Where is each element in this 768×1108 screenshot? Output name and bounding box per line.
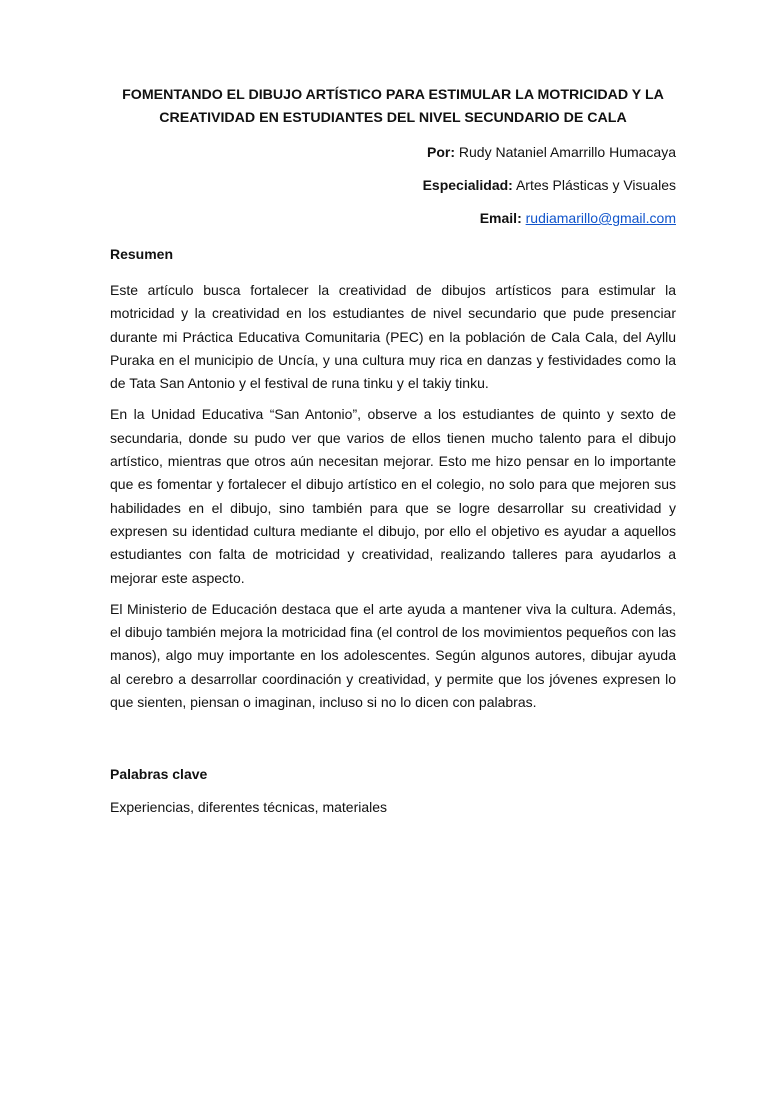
author-row <box>110 142 676 162</box>
title-line-1: FOMENTANDO EL DIBUJO ARTÍSTICO PARA ESTIMULAR LA MOTRICIDAD Y LA <box>122 87 664 103</box>
author-name: Rudy Nataniel Amarrillo Humacaya <box>458 144 676 160</box>
author-metadata <box>110 142 676 228</box>
email-link[interactable]: rudiamarillo@gmail.com <box>525 210 676 226</box>
specialty-label: Especialidad: <box>422 177 513 193</box>
email-row <box>110 208 676 228</box>
abstract-paragraph-3: El Ministerio de Educación destaca que el arte ayuda a mantener viva la cultura. Además, el dibujo también mejora la motricidad fina (el control de los movimientos pequeños con las manos), algo muy importante en los adolescentes. Según algunos autores, dibujar ayuda al cerebro a desarrollar coordinación y creatividad, y permite que los jóvenes expresen lo que sienten, piensan o imaginan, incluso si no lo dicen con palabras. <box>110 600 676 711</box>
keywords-text: Experiencias, diferentes técnicas, materiales <box>110 799 388 816</box>
document-page <box>0 84 768 1108</box>
abstract-paragraph-1: Este artículo busca fortalecer la creatividad de dibujos artísticos para estimular la motricidad y la creatividad en los estudiantes de nivel secundario que pude presenciar durante mi Práctica Educativa Comunitaria (PEC) en la población de Cala Cala, del Ayllu Puraka en el municipio de Uncía, y una cultura muy rica en danzas y festividades como la de Tata San Antonio y el festival de runa tinku y el takiy tinku. <box>110 282 676 392</box>
title-line-2: CREATIVIDAD EN ESTUDIANTES DEL NIVEL SECUNDARIO DE CALA <box>159 110 627 126</box>
abstract-heading: Resumen <box>110 246 174 262</box>
author-label: Por: <box>427 144 456 160</box>
document-title <box>110 84 676 130</box>
specialty-value: Artes Plásticas y Visuales <box>515 177 676 193</box>
email-label: Email: <box>479 210 522 226</box>
keywords-heading: Palabras clave <box>110 766 208 783</box>
abstract-paragraph-2: En la Unidad Educativa “San Antonio”, observe a los estudiantes de quinto y sexto de secundaria, donde su pudo ver que varios de ellos tienen mucho talento para el dibujo artístico, mientras que otros aún necesitan mejorar. Esto me hizo pensar en lo importante que es fomentar y fortalecer el dibujo artístico en el colegio, no solo para que mejoren sus habilidades en el dibujo, sino también para que se logre desarrollar su creatividad y expresen su identidad cultura mediante el dibujo, por ello el objetivo es ayudar a aquellos estudiantes con falta de motricidad y creatividad, realizando talleres para ayudarlos a mejorar este aspecto. <box>110 406 676 586</box>
specialty-row <box>110 175 676 195</box>
